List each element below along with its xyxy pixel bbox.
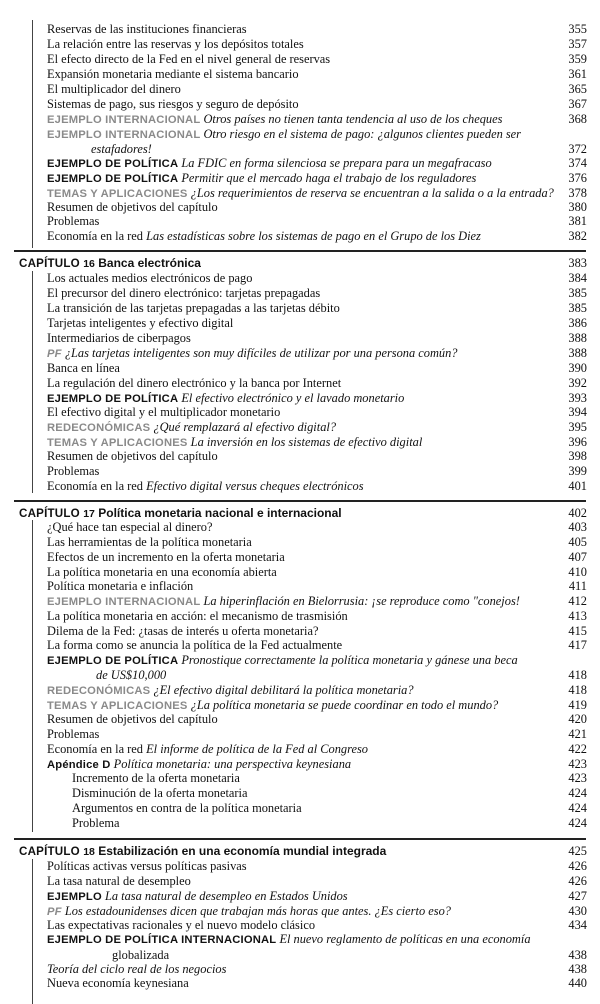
chapter-divider [14,250,586,252]
entry-text [47,200,218,215]
page-number: 426 [568,874,587,888]
entry-title: Las expectativas racionales y el nuevo modelo clásico [47,918,316,932]
feature-label: EJEMPLO DE POLÍTICA [47,393,179,405]
toc-entry[interactable] [0,757,600,772]
entry-title: Las herramientas de la política monetaria [47,535,252,549]
toc-entry[interactable] [0,889,600,904]
entry-text [47,286,320,301]
toc-entry[interactable] [0,727,600,742]
entry-title: El efecto directo de la Fed en el nivel general de reservas [47,52,331,66]
page-number: 355 [568,22,587,36]
entry-title: Los estadounidenses dicen que trabajan más horas que antes. ¿Es cierto eso? [64,904,451,918]
toc-entry[interactable] [0,683,600,698]
entry-title: ¿La política monetaria se puede coordinar en todo el mundo? [190,698,499,712]
entry-title: Expansión monetaria mediante el sistema bancario [47,67,299,81]
entry-text [91,142,152,157]
entry-title: Banca en línea [47,361,120,375]
toc-entry[interactable] [0,37,600,52]
chapter-heading[interactable] [0,844,600,859]
entry-text [47,271,252,286]
toc-entry[interactable] [0,420,600,435]
feature-label: EJEMPLO DE POLÍTICA [47,655,179,667]
entry-text [47,171,476,187]
page-number: 398 [568,449,587,463]
entry-text [47,405,280,420]
page-number: 407 [568,550,587,564]
toc-entry[interactable] [0,171,600,186]
page-number: 422 [568,742,587,756]
toc-entry[interactable] [0,142,600,157]
entry-title: Resumen de objetivos del capítulo [47,200,218,214]
toc-entry[interactable] [0,156,600,171]
page-number: 378 [568,186,587,200]
page-number: 386 [568,316,587,330]
entry-title: ¿Qué hace tan especial al dinero? [47,520,213,534]
toc-entry[interactable] [0,579,600,594]
entry-title: Otro riesgo en el sistema de pago: ¿algunos clientes pueden ser [203,127,522,141]
margin-rule [32,271,33,493]
entry-text [47,52,330,67]
toc-entry[interactable] [0,361,600,376]
entry-text [47,727,99,742]
page-number: 393 [568,391,587,405]
page-number: 405 [568,535,587,549]
page-number: 424 [568,816,587,830]
entry-title: Dilema de la Fed: ¿tasas de interés u oferta monetaria? [47,624,319,638]
entry-text [47,683,414,699]
entry-title: El efectivo digital y el multiplicador monetario [47,405,281,419]
entry-subtitle: El informe de política de la Fed al Congreso [146,742,368,756]
toc-entry[interactable] [0,976,600,991]
page-number: 427 [568,889,587,903]
entry-text [47,316,233,331]
entry-text [47,565,277,580]
entry-title: Resumen de objetivos del capítulo [47,449,218,463]
toc-entry[interactable] [0,346,600,361]
page-number: 367 [568,97,587,111]
entry-title: ¿Las tarjetas inteligentes son muy difíciles de utilizar por una persona común? [64,346,458,360]
entry-text [47,331,191,346]
toc-entry[interactable] [0,127,600,142]
toc-entry[interactable] [0,874,600,889]
page-number: 396 [568,435,587,449]
page-number: 430 [568,904,587,918]
entry-text [47,874,191,889]
entry-text [47,346,458,362]
page-number: 357 [568,37,587,51]
entry-text [47,376,341,391]
entry-title: La tasa natural de desempleo en Estados Unidos [104,889,348,903]
toc-entry[interactable] [0,594,600,609]
page-number: 388 [568,331,587,345]
entry-text [112,948,169,963]
toc-entry[interactable] [0,712,600,727]
entry-text [47,624,318,639]
entry-title: Reservas de las instituciones financieras [47,22,247,36]
toc-entry[interactable] [0,391,600,406]
page-number: 390 [568,361,587,375]
entry-text [47,889,348,905]
chapter-divider [14,500,586,502]
toc-entry[interactable] [0,653,600,668]
entry-text [47,156,492,172]
toc-entry[interactable] [0,948,600,963]
entry-text [47,579,193,594]
entry-title: Pronostique correctamente la política monetaria y gánese una beca [181,653,518,667]
chapter-title: Banca electrónica [98,256,201,270]
page-number: 384 [568,271,587,285]
feature-label: TEMAS Y APLICACIONES [47,188,188,200]
entry-text [47,742,368,757]
entry-subtitle: Las estadísticas sobre los sistemas de pago en el Grupo de los Diez [146,229,481,243]
toc-entry[interactable] [0,520,600,535]
entry-title: El multiplicador del dinero [47,82,181,96]
entry-subtitle: Efectivo digital versus cheques electrónicos [146,479,364,493]
entry-title: Economía en la red [47,229,143,243]
toc-entry[interactable] [0,464,600,479]
toc-entry[interactable] [0,918,600,933]
entry-text [47,229,481,244]
feature-label: EJEMPLO INTERNACIONAL [47,596,201,608]
page-number: 412 [568,594,587,608]
chapter-divider [14,838,586,840]
entry-title: Problemas [47,727,100,741]
page-number: 385 [568,301,587,315]
entry-text [72,801,302,816]
entry-text [47,361,120,376]
entry-title: Efectos de un incremento en la oferta monetaria [47,550,285,564]
toc-entry[interactable] [0,786,600,801]
toc-entry[interactable] [0,859,600,874]
margin-rule [32,859,33,1004]
toc-entry[interactable] [0,82,600,97]
entry-title: El efectivo electrónico y el lavado monetario [181,391,405,405]
page-number: 395 [568,420,587,434]
entry-title: Teoría del ciclo real de los negocios [47,962,227,976]
page-number: 368 [568,112,587,126]
page-number: 426 [568,859,587,873]
toc-entry[interactable] [0,698,600,713]
chapter-number: 17 [83,508,95,520]
feature-label: Apéndice D [47,759,111,771]
entry-title: Resumen de objetivos del capítulo [47,712,218,726]
toc-entry[interactable] [0,52,600,67]
toc-entry[interactable] [0,271,600,286]
toc-entry[interactable] [0,801,600,816]
toc-entry[interactable] [0,449,600,464]
toc-entry[interactable] [0,771,600,786]
feature-label: EJEMPLO DE POLÍTICA [47,173,179,185]
entry-title: Tarjetas inteligentes y efectivo digital [47,316,234,330]
entry-title: Intermediarios de ciberpagos [47,331,191,345]
toc-entry[interactable] [0,112,600,127]
toc-entry[interactable] [0,316,600,331]
entry-title: Disminución de la oferta monetaria [72,786,248,800]
entry-text [19,844,386,860]
page-number: 372 [568,142,587,156]
feature-label: PF [47,348,62,360]
page-number: 403 [568,520,587,534]
feature-label: TEMAS Y APLICACIONES [47,700,188,712]
page-number: 413 [568,609,587,623]
entry-text [47,22,247,37]
entry-text [47,712,218,727]
page-number: 419 [568,698,587,712]
toc-entry[interactable] [0,932,600,947]
page-number: 388 [568,346,587,360]
page-number: 423 [568,771,587,785]
toc-entry[interactable] [0,624,600,639]
margin-rule [32,520,33,832]
toc-entry[interactable] [0,638,600,653]
entry-text [47,449,218,464]
entry-title: La inversión en los sistemas de efectivo digital [190,435,423,449]
page-number: 402 [568,506,587,520]
page-number: 382 [568,229,587,243]
entry-title: Nueva economía keynesiana [47,976,189,990]
entry-title: La FDIC en forma silenciosa se prepara para un megafracaso [181,156,492,170]
entry-text [72,786,247,801]
toc-entry[interactable] [0,214,600,229]
page-number: 374 [568,156,587,170]
toc-entry[interactable] [0,376,600,391]
page-number: 381 [568,214,587,228]
entry-title: ¿Los requerimientos de reserva se encuentran a la salida o a la entrada? [190,186,554,200]
entry-title: Políticas activas versus políticas pasivas [47,859,247,873]
entry-text [47,82,181,97]
entry-title: ¿Qué remplazará al efectivo digital? [153,420,337,434]
entry-text [47,976,189,991]
entry-text [47,638,342,653]
toc-entry[interactable] [0,67,600,82]
chapter-number: 18 [83,846,95,858]
entry-title: Política monetaria e inflación [47,579,194,593]
feature-label: TEMAS Y APLICACIONES [47,437,188,449]
feature-label: EJEMPLO [47,891,102,903]
page-number: 399 [568,464,587,478]
page-number: 423 [568,757,587,771]
feature-label: EJEMPLO DE POLÍTICA INTERNACIONAL [47,934,277,946]
entry-text [47,932,531,948]
page-number: 424 [568,801,587,815]
toc-entry[interactable] [0,301,600,316]
feature-label: EJEMPLO INTERNACIONAL [47,114,201,126]
entry-title: La regulación del dinero electrónico y la banca por Internet [47,376,342,390]
margin-rule [32,20,33,248]
entry-text [19,256,201,272]
page-number: 410 [568,565,587,579]
entry-title: El nuevo reglamento de políticas en una economía [279,932,531,946]
feature-label: PF [47,906,62,918]
entry-title: Permitir que el mercado haga el trabajo de los reguladores [181,171,477,185]
page-number: 418 [568,683,587,697]
entry-text [47,67,299,82]
entry-text [47,301,340,316]
entry-text [47,112,502,128]
page-number: 380 [568,200,587,214]
page-number: 415 [568,624,587,638]
entry-text [47,520,212,535]
page-number: 383 [568,256,587,270]
entry-title: Incremento de la oferta monetaria [72,771,240,785]
entry-title: estafadores! [91,142,152,156]
entry-title: La política monetaria en una economía abierta [47,565,277,579]
entry-text [47,127,521,143]
entry-text [47,479,364,494]
entry-text [47,918,315,933]
toc-entry[interactable] [0,668,600,683]
entry-text [47,214,99,229]
page-number: 411 [568,579,587,593]
chapter-number: 16 [83,258,95,270]
page-number: 401 [568,479,587,493]
page-number: 385 [568,286,587,300]
toc-entry[interactable] [0,97,600,112]
entry-title: La forma como se anuncia la política de la Fed actualmente [47,638,343,652]
entry-title: La hiperinflación en Bielorrusia: ¡se reproduce como "conejos! [203,594,520,608]
feature-label: EJEMPLO INTERNACIONAL [47,129,201,141]
entry-title: La transición de las tarjetas prepagadas a las tarjetas débito [47,301,340,315]
entry-title: Sistemas de pago, sus riesgos y seguro de depósito [47,97,299,111]
page-number: 392 [568,376,587,390]
toc-entry[interactable] [0,22,600,37]
entry-text [72,771,240,786]
chapter-label: CAPÍTULO [19,845,80,858]
entry-text [47,37,304,52]
toc-entry[interactable] [0,904,600,919]
entry-title: Economía en la red [47,479,143,493]
toc-entry[interactable] [0,435,600,450]
feature-label: REDECONÓMICAS [47,422,151,434]
entry-text [47,962,226,977]
feature-label: EJEMPLO DE POLÍTICA [47,158,179,170]
chapter-label: CAPÍTULO [19,257,80,270]
chapter-title: Estabilización en una economía mundial integrada [98,844,387,858]
toc-entry[interactable] [0,609,600,624]
page-number: 440 [568,976,587,990]
entry-text [72,816,120,831]
entry-title: La tasa natural de desempleo [47,874,191,888]
page-number: 420 [568,712,587,726]
page-number: 359 [568,52,587,66]
entry-text [47,594,520,610]
entry-title: Problemas [47,214,100,228]
entry-text [47,420,336,436]
toc-entry[interactable] [0,816,600,831]
entry-title: de US$10,000 [96,668,167,682]
entry-title: Problema [72,816,120,830]
toc-entry[interactable] [0,186,600,201]
toc-entry[interactable] [0,331,600,346]
toc-entry[interactable] [0,550,600,565]
toc-entry[interactable] [0,742,600,757]
entry-text [47,859,247,874]
chapter-title: Política monetaria nacional e internacional [98,506,342,520]
page-number: 434 [568,918,587,932]
entry-title: El precursor del dinero electrónico: tarjetas prepagadas [47,286,321,300]
page-number: 424 [568,786,587,800]
entry-text [47,535,252,550]
page-number: 365 [568,82,587,96]
feature-label: REDECONÓMICAS [47,685,151,697]
toc-entry[interactable] [0,479,600,494]
chapter-heading[interactable] [0,256,600,271]
entry-title: ¿El efectivo digital debilitará la política monetaria? [153,683,414,697]
toc-entry[interactable] [0,286,600,301]
page-number: 417 [568,638,587,652]
entry-text [96,668,166,683]
entry-title: Otros países no tienen tanta tendencia al uso de los cheques [203,112,503,126]
entry-title: Argumentos en contra de la política monetaria [72,801,302,815]
chapter-label: CAPÍTULO [19,507,80,520]
page-number: 425 [568,844,587,858]
page-number: 361 [568,67,587,81]
page-number: 438 [568,962,587,976]
toc-entry[interactable] [0,229,600,244]
toc-entry[interactable] [0,405,600,420]
page-number: 421 [568,727,587,741]
entry-text [47,653,518,669]
entry-title: La relación entre las reservas y los depósitos totales [47,37,304,51]
toc-entry[interactable] [0,962,600,977]
entry-title: La política monetaria en acción: el mecanismo de trasmisión [47,609,348,623]
entry-text [47,609,348,624]
entry-title: Los actuales medios electrónicos de pago [47,271,253,285]
entry-title: Política monetaria: una perspectiva keynesiana [113,757,352,771]
entry-text [47,464,99,479]
toc-entry[interactable] [0,565,600,580]
page-number: 376 [568,171,587,185]
page-number: 438 [568,948,587,962]
toc-entry[interactable] [0,535,600,550]
chapter-heading[interactable] [0,506,600,521]
entry-text [47,97,299,112]
page-number: 394 [568,405,587,419]
entry-title: globalizada [112,948,170,962]
entry-title: Problemas [47,464,100,478]
page-number: 418 [568,668,587,682]
toc-entry[interactable] [0,200,600,215]
entry-title: Economía en la red [47,742,143,756]
entry-text [47,550,285,565]
